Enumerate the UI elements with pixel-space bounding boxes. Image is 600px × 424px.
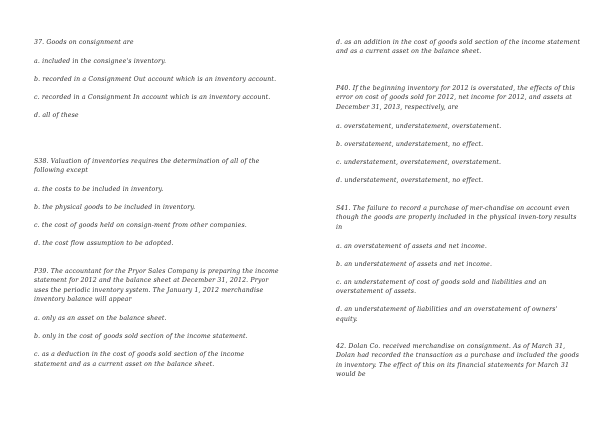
option-c: c. understatement, overstatement, overstatement. [336,158,502,166]
option-b: b. overstatement, understatement, no effect. [336,140,484,148]
question-stem: P40. If the beginning inventory for 2012 is overstated, the effects of this error on cost of goods sold for 2012, net income for 2012, and assets at December 31, 2013, respectively, are [336,85,575,111]
option-d: d. understatement, overstatement, no effect. [336,176,484,184]
option-a: a. the costs to be included in inventory. [34,186,164,194]
question-stem: 37. Goods on consignment are [34,39,134,46]
question-42 [336,342,581,380]
option-d: d. as an addition in the cost of goods sold section of the income statement and as a current asset on the balance sheet. [336,39,581,56]
question-37 [34,38,279,120]
option-b: b. recorded in a Consignment Out account which is an inventory account. [34,75,277,83]
option-d: d. the cost flow assumption to be adopted. [34,240,174,248]
option-c: c. recorded in a Consignment In account which is an inventory account. [34,93,271,101]
option-a: a. overstatement, understatement, overstatement. [336,122,502,130]
option-b: b. only in the cost of goods sold section of the income statement. [34,333,248,341]
option-a: a. only as an asset on the balance sheet. [34,315,167,323]
question-stem: 42. Dolan Co. received merchandise on consignment. As of March 31, Dolan had recorded the transaction as a purchase and included the goods in inventory. The effect of this on its financial statements for March 31 would be [336,343,580,379]
question-39 [34,267,279,369]
option-a: a. an overstatement of assets and net income. [336,242,487,250]
option-a: a. included in the consignee's inventory. [34,57,167,65]
option-d: d. an understatement of liabilities and an overstatement of owners' equity. [336,306,558,323]
question-38 [34,157,279,249]
option-c: c. as a deduction in the cost of goods sold section of the income statement and as a current asset on the balance sheet. [34,351,245,368]
question-stem: P39. The accountant for the Pryor Sales Company is preparing the income statement for 2012 and the balance sheet at December 31, 2012. Pryor uses the periodic inventory system. The January 1, 2012 merchandise inventory balance will appear [34,268,279,304]
option-b: b. the physical goods to be included in inventory. [34,204,196,212]
option-c: c. the cost of goods held on consign-ment from other companies. [34,222,247,230]
question-41 [336,204,581,324]
option-b: b. an understatement of assets and net income. [336,260,493,268]
option-d: d. all of these [34,111,79,119]
option-c: c. an understatement of cost of goods sold and liabilities and an overstatement of assets. [336,278,547,296]
question-39-continued [336,38,581,57]
question-40 [336,84,581,185]
question-stem: S41. The failure to record a purchase of mer-chandise on account even though the goods are properly included in the physical inven-tory results in [336,205,577,231]
question-stem: S38. Valuation of inventories requires the determination of all of the following except [34,158,260,175]
